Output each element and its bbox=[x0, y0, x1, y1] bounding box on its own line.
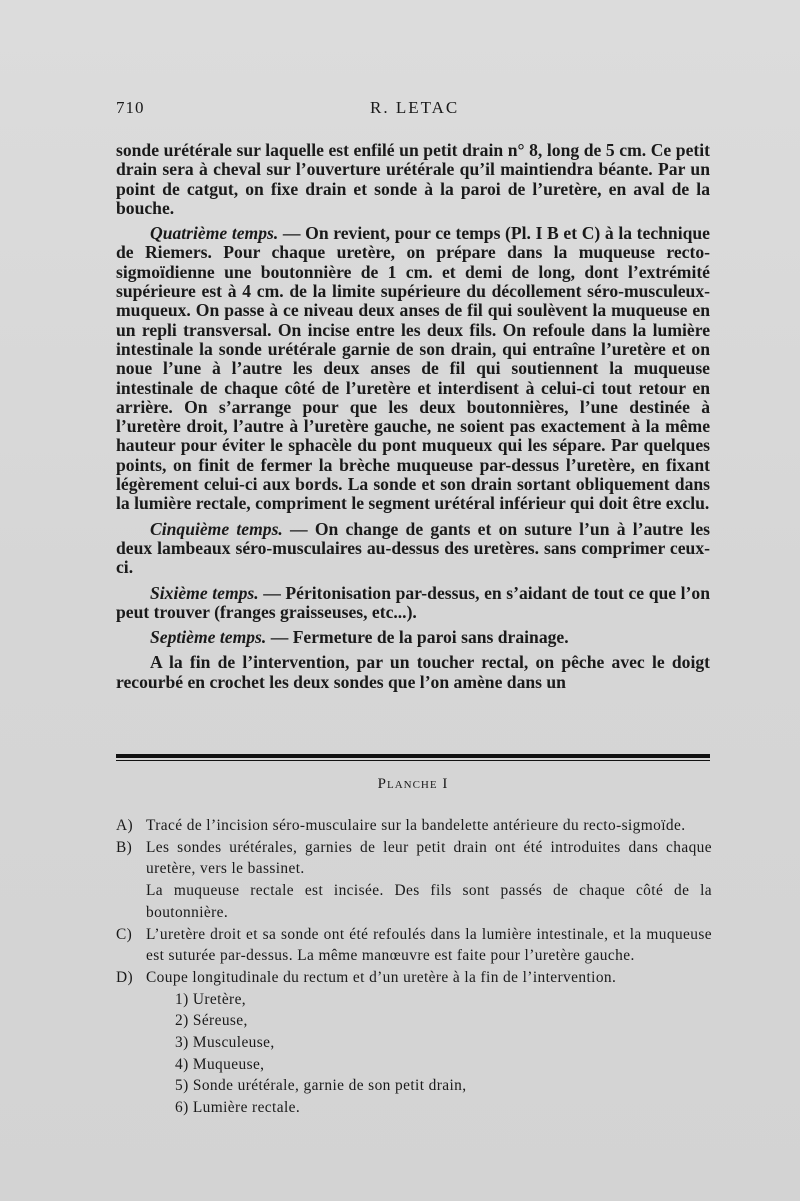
paragraph-cinquieme bbox=[116, 520, 710, 578]
caption-item-a bbox=[116, 815, 712, 837]
item-text: Tracé de l’incision séro-musculaire sur la bandelette antérieure du recto-sigmoïde. bbox=[146, 817, 686, 834]
item-label: B) bbox=[116, 838, 133, 856]
paragraph-text: — On change de gants et on suture l’un à l’autre les deux lambeaux séro-musculaires au-dessus des uretères. sans comprimer ceux-ci. bbox=[116, 518, 710, 578]
item-label: D) bbox=[116, 968, 134, 986]
section-title-septieme: Septième temps. bbox=[150, 627, 267, 648]
section-title-sixieme: Sixième temps. bbox=[150, 582, 259, 603]
paragraph-1: sonde urétérale sur laquelle est enfilé un petit drain n° 8, long de 5 cm. Ce petit drain sera à cheval sur l’ouverture urétérale qu’il maintiendra béante. Par un point de catgut, on fixe drain et sonde à la paroi de l’uretère, en aval de la bouche. bbox=[116, 140, 710, 218]
paragraph-final: A la fin de l’intervention, par un toucher rectal, on pêche avec le doigt recourbé en crochet les deux sondes que l’on amène dans un bbox=[116, 652, 710, 692]
divider-thin bbox=[116, 760, 710, 761]
running-author: R. LETAC bbox=[370, 98, 460, 117]
list-item: 4) Muqueuse, bbox=[175, 1055, 265, 1073]
page-number: 710 bbox=[116, 98, 145, 117]
paragraph-septieme bbox=[116, 628, 710, 647]
legend-list bbox=[116, 989, 712, 1119]
plate-title: Planche I bbox=[377, 776, 449, 792]
plate-caption bbox=[116, 815, 712, 1119]
divider-thick bbox=[116, 754, 710, 758]
caption-item-b bbox=[116, 837, 712, 924]
item-label: A) bbox=[116, 817, 134, 834]
caption-item-c bbox=[116, 924, 712, 967]
section-title-quatrieme: Quatrième temps. bbox=[150, 223, 279, 244]
item-text: La muqueuse rectale est incisée. Des fils sont passés de chaque côté de la boutonnière. bbox=[146, 882, 712, 921]
running-header bbox=[116, 98, 710, 120]
paragraph-sixieme bbox=[116, 584, 710, 623]
list-item: 2) Séreuse, bbox=[175, 1012, 248, 1030]
item-text: Les sondes urétérales, garnies de leur petit drain ont été introduites dans chaque uretère, vers le bassinet. bbox=[146, 838, 712, 878]
main-text bbox=[116, 141, 710, 698]
paragraph-quatrieme bbox=[116, 224, 710, 513]
paragraph-text: — Fermeture de la paroi sans drainage. bbox=[266, 627, 569, 648]
paragraph-text: — On revient, pour ce temps (Pl. I B et C) à la technique de Riemers. Pour chaque uretère, on prépare dans la muqueuse recto-sigmoïdienne une boutonnière de 1 cm. et demi de long, dont l’extrémité supérieure est à 4 cm. de la limite supérieure du décollement séro-musculeux-muqueux. On passe à ce niveau deux anses de fil qui soulèvent la muqueuse en un repli transversal. On incise entre les deux fils. On refoule dans la lumière intestinale la sonde urétérale garnie de son drain, qui entraîne l’uretère et on noue l’une à l’autre les deux anses de fil qui soutiennent la muqueuse intestinale de chaque côté de l’uretère et interdisent à celui-ci tout retour en arrière. On s’arrange pour que les deux boutonnières, l’une destinée à l’uretère droit, l’autre à l’uretère gauche, ne soient pas exactement à la même hauteur pour éviter le sphacèle du pont muqueux qui les sépare. Par quelques points, on finit de fermer la brèche muqueuse par-dessus l’uretère, en fixant légèrement celui-ci aux bords. La sonde et son drain sortant obliquement dans la lumière rectale, compriment le segment urétéral inférieur qui doit être exclu. bbox=[116, 223, 710, 514]
list-item: 3) Musculeuse, bbox=[175, 1034, 275, 1052]
section-title-cinquieme: Cinquième temps. bbox=[150, 518, 283, 539]
item-label: C) bbox=[116, 925, 133, 943]
item-text: L’uretère droit et sa sonde ont été refoulés dans la lumière intestinale, et la muqueuse est suturée par-dessus. La même manœuvre est faite pour l’uretère gauche. bbox=[146, 925, 712, 965]
list-item: 5) Sonde urétérale, garnie de son petit drain, bbox=[175, 1077, 467, 1095]
item-text: Coupe longitudinale du rectum et d’un uretère à la fin de l’intervention. bbox=[146, 968, 617, 986]
list-item: 1) Uretère, bbox=[175, 990, 247, 1008]
paragraph-text: — Péritonisation par-dessus, en s’aidant de tout ce que l’on peut trouver (franges graisseuses, etc...). bbox=[116, 582, 710, 622]
caption-item-d bbox=[116, 967, 712, 989]
list-item: 6) Lumière rectale. bbox=[175, 1099, 301, 1117]
